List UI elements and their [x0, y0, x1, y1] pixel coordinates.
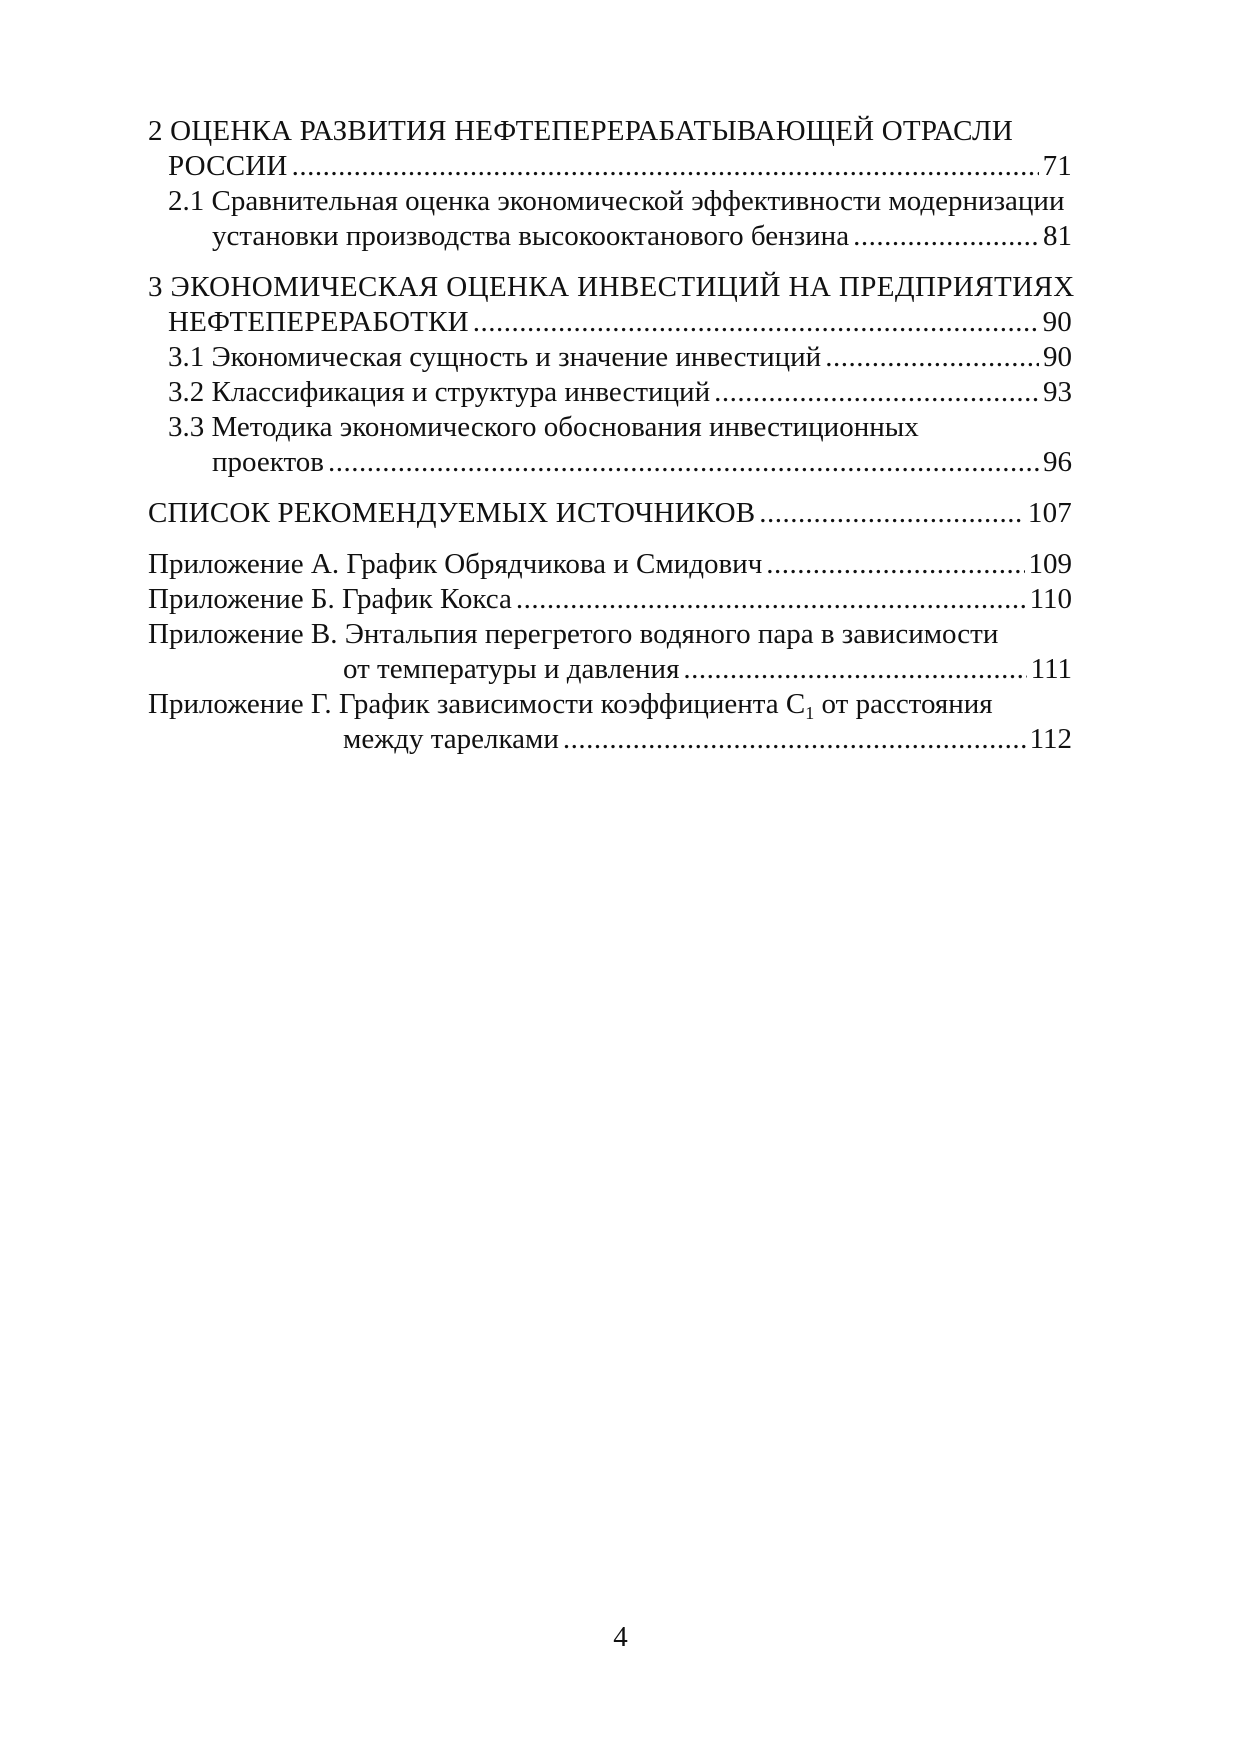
dot-leader	[473, 305, 1039, 340]
toc-page-number: 110	[1029, 583, 1072, 615]
toc-page-number: 81	[1043, 220, 1072, 252]
dot-leader	[292, 149, 1039, 184]
toc-page-number: 107	[1027, 497, 1072, 529]
toc-appendix-v[interactable]	[148, 617, 1072, 687]
toc-entry-last-line	[148, 149, 1072, 184]
toc-entry-title-line: 3 ЭКОНОМИЧЕСКАЯ ОЦЕНКА ИНВЕСТИЦИЙ НА ПРЕДПРИЯТИЯХ	[148, 271, 1075, 303]
toc-entry-title-line: СПИСОК РЕКОМЕНДУЕМЫХ ИСТОЧНИКОВ	[148, 497, 756, 529]
dot-leader	[825, 340, 1039, 375]
toc-entry-title-line: 2.1 Сравнительная оценка экономической эффективности модернизации	[168, 185, 1065, 217]
toc-section-3-1[interactable]	[148, 340, 1072, 375]
toc-section-3-3[interactable]	[148, 410, 1072, 480]
toc-entry-title-line: между тарелками	[343, 723, 559, 755]
toc-page-number: 109	[1028, 548, 1072, 580]
dot-leader	[683, 652, 1026, 687]
toc-entry-last-line	[148, 305, 1072, 340]
toc-entry-last-line	[148, 219, 1072, 254]
toc-appendix-b[interactable]	[148, 582, 1072, 617]
dot-leader	[766, 547, 1024, 582]
toc-entry-title-line: от температуры и давления	[343, 653, 680, 685]
dot-leader	[714, 375, 1039, 410]
toc-entry-title-line: Приложение А. График Обрядчикова и Смидович	[148, 548, 763, 580]
toc-entry-title-line: установки производства высокооктанового бензина	[212, 220, 850, 252]
toc-page-number: 71	[1042, 150, 1072, 182]
toc-chapter-3[interactable]	[148, 270, 1075, 340]
toc-entry-last-line	[148, 652, 1072, 687]
toc-entry-title-line: НЕФТЕПЕРЕРАБОТКИ	[168, 306, 469, 338]
subscript-index: 1	[805, 703, 815, 723]
toc-title-text: от расстояния	[814, 688, 993, 720]
toc-entry-last-line	[148, 547, 1072, 582]
toc-page-number: 90	[1043, 341, 1072, 373]
toc-page-number: 93	[1043, 376, 1072, 408]
toc-title-text: Приложение Г. График зависимости коэффициента С	[148, 688, 806, 720]
toc-section-3-2[interactable]	[148, 375, 1072, 410]
dot-leader	[853, 219, 1039, 254]
toc-page-number: 112	[1029, 723, 1072, 755]
toc-entry-title-line: 3.3 Методика экономического обоснования инвестиционных	[168, 411, 919, 443]
toc-entry-title-line: 2 ОЦЕНКА РАЗВИТИЯ НЕФТЕПЕРЕРАБАТЫВАЮЩЕЙ ОТРАСЛИ	[148, 115, 1013, 147]
toc-entry-title-line: РОССИИ	[168, 150, 288, 182]
toc-entry-title-line: Приложение Б. График Кокса	[148, 583, 512, 615]
toc-page-number: 90	[1042, 306, 1072, 338]
toc-page-number: 96	[1043, 446, 1072, 478]
dot-leader	[759, 496, 1024, 531]
toc-entry-last-line	[148, 340, 1072, 375]
toc-section-2-1[interactable]	[148, 184, 1072, 254]
toc-entry-last-line	[148, 375, 1072, 410]
toc-appendix-g[interactable]	[148, 687, 1072, 757]
toc-entry-last-line	[148, 496, 1072, 531]
toc-entry-title-line	[148, 687, 1072, 722]
toc-entry-last-line	[148, 722, 1072, 757]
toc-entry-last-line	[148, 445, 1072, 480]
toc-entry-title-line: проектов	[212, 446, 324, 478]
toc-appendix-a[interactable]	[148, 547, 1072, 582]
dot-leader	[328, 445, 1039, 480]
toc-entry-title-line: Приложение В. Энтальпия перегретого водяного пара в зависимости	[148, 618, 999, 650]
toc-entry-last-line	[148, 582, 1072, 617]
dot-leader	[516, 582, 1026, 617]
toc-page-number: 111	[1030, 653, 1072, 685]
table-of-contents	[148, 114, 1075, 757]
toc-entry-title-line: 3.2 Классификация и структура инвестиций	[168, 376, 711, 408]
toc-sources[interactable]	[148, 496, 1072, 531]
dot-leader	[563, 722, 1026, 757]
page-number: 4	[613, 1621, 628, 1653]
toc-chapter-2[interactable]	[148, 114, 1072, 184]
toc-entry-title-line: 3.1 Экономическая сущность и значение инвестиций	[168, 341, 822, 373]
